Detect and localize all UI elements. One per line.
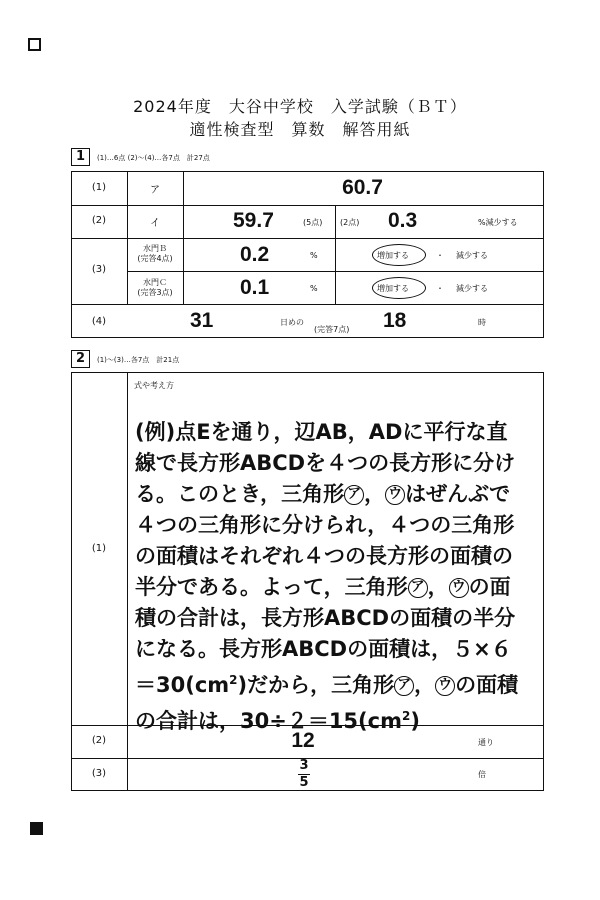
s1-row1-label: (1) bbox=[91, 182, 107, 193]
registration-mark-hollow bbox=[28, 38, 41, 51]
section1-points-note: (1)…6点 (2)～(4)…各7点 計27点 bbox=[97, 154, 210, 162]
circled-u-glyph: ウ bbox=[385, 485, 405, 505]
s1-row4-points: (完答7点) bbox=[314, 325, 350, 334]
s2-row1-heading: 式や考え方 bbox=[134, 381, 174, 390]
s1-row3-gate-c-choice-increase: 増加する bbox=[377, 284, 409, 293]
s2-row1-label: (1) bbox=[91, 543, 107, 554]
s2-row3-unit: 倍 bbox=[478, 770, 486, 779]
essay-line: 積の合計は，長方形ABCDの面積の半分 bbox=[135, 606, 516, 630]
essay-line: の合計は，$30\div 2=15(cm^2)$ bbox=[135, 709, 420, 733]
essay-line: 半分である。よって，三角形 ア ， ウ の面 bbox=[135, 575, 511, 599]
fraction-numerator: 3 bbox=[299, 758, 309, 773]
s1-row3-gate-b-choice-decrease: 減少する bbox=[456, 251, 488, 260]
circled-u-glyph: ウ bbox=[449, 578, 469, 598]
s1-row2-unit-b: %減少する bbox=[478, 218, 518, 227]
circled-a-glyph: ア bbox=[394, 676, 414, 696]
s2-row3-fraction bbox=[294, 759, 314, 790]
s1-row4-answer-b: 18 bbox=[383, 309, 407, 332]
essay-line: (例)点Eを通り，辺AB，ADに平行な直 bbox=[135, 420, 508, 444]
registration-mark-solid bbox=[30, 822, 43, 835]
s1-row3-gate-c-choice-decrease: 減少する bbox=[456, 284, 488, 293]
s1-row4-label: (4) bbox=[91, 316, 107, 327]
page-subtitle: 適性検査型 算数 解答用紙 bbox=[189, 120, 411, 139]
s1-row3-gate-b-value: 0.2 bbox=[240, 243, 270, 266]
essay-line: $=30(cm^2)$だから，三角形 ア ， ウ の面積 bbox=[135, 673, 519, 697]
s1-row3-gate-c-sep: ・ bbox=[436, 284, 444, 293]
s1-row3-gate-c-unit: % bbox=[310, 284, 318, 293]
s1-row3-gate-c-value: 0.1 bbox=[240, 276, 270, 299]
s2-row1-essay bbox=[135, 417, 518, 737]
s1-row2-answer-b: 0.3 bbox=[388, 209, 418, 232]
s1-row2-sub: イ bbox=[150, 218, 160, 229]
essay-line: ４つの三角形に分けられ，４つの三角形 bbox=[135, 513, 515, 537]
circled-u-glyph: ウ bbox=[435, 676, 455, 696]
s1-row2-points-a: (5点) bbox=[303, 218, 323, 227]
s1-row4-unit: 時 bbox=[478, 318, 486, 327]
essay-line: る。このとき，三角形 ア ， ウ はぜんぶで bbox=[135, 482, 511, 506]
essay-line: 線で長方形ABCDを４つの長方形に分け bbox=[135, 451, 516, 475]
fraction-denominator: 5 bbox=[299, 775, 309, 790]
section2-number: 2 bbox=[71, 350, 90, 368]
essay-line: の面積はそれぞれ４つの長方形の面積の bbox=[135, 544, 513, 568]
s1-row3-gate-c-label: 水門Ｃ (完答3点) bbox=[137, 278, 173, 297]
s2-row2-unit: 通り bbox=[478, 738, 494, 747]
s1-row3-gate-b-label: 水門Ｂ (完答4点) bbox=[137, 244, 173, 263]
s1-row3-label: (3) bbox=[91, 264, 107, 275]
s2-row2-answer: 12 bbox=[291, 729, 315, 752]
s1-row2-answer: 59.7 bbox=[233, 209, 274, 232]
s1-row2-label: (2) bbox=[91, 215, 107, 226]
s1-row3-gate-b-unit: % bbox=[310, 251, 318, 260]
section2-points-note: (1)～(3)…各7点 計21点 bbox=[97, 356, 180, 364]
page-title: 2024年度 大谷中学校 入学試験（ＢＴ） bbox=[133, 97, 467, 116]
s1-row3-gate-b-choice-increase: 増加する bbox=[377, 251, 409, 260]
circled-a-glyph: ア bbox=[344, 485, 364, 505]
s1-row4-mid-label: 日めの bbox=[280, 318, 304, 327]
essay-line: になる。長方形ABCDの面積は，５×６ bbox=[135, 637, 512, 661]
s2-row3-label: (3) bbox=[91, 768, 107, 779]
section1-number: 1 bbox=[71, 148, 90, 166]
s2-row2-label: (2) bbox=[91, 735, 107, 746]
s1-row4-answer-a: 31 bbox=[190, 309, 214, 332]
circled-a-glyph: ア bbox=[408, 578, 428, 598]
s1-row1-answer: 60.7 bbox=[342, 176, 383, 199]
s1-row1-sub: ア bbox=[150, 185, 160, 196]
s1-row3-gate-b-sep: ・ bbox=[436, 251, 444, 260]
s1-row2-points-b: (2点) bbox=[340, 218, 360, 227]
